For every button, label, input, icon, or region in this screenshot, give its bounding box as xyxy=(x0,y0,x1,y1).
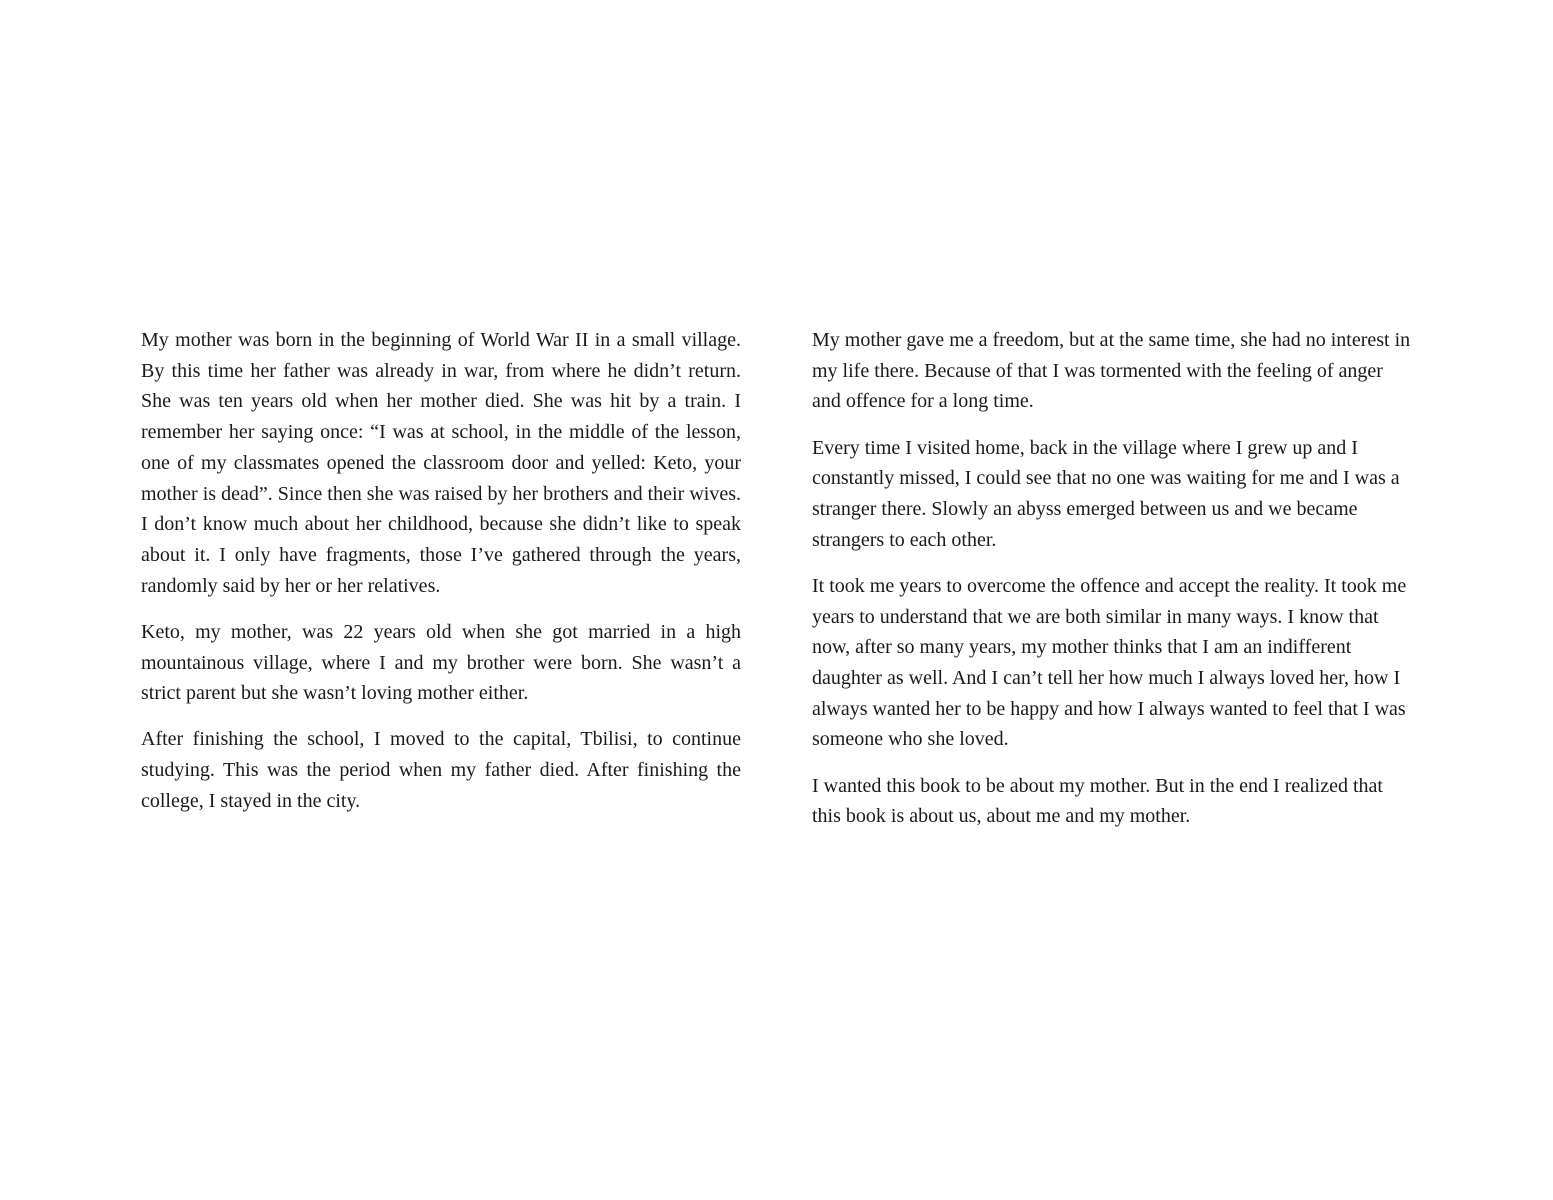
right-paragraph-1: My mother gave me a freedom, but at the same time, she had no interest in my life there. Because of that I was tormented with the feeling of anger and offence for a long time. xyxy=(812,329,1411,413)
left-paragraph-1: My mother was born in the beginning of World War II in a small village. By this time her father was already in war, from where he didn’t return. She was ten years old when her mother died. She was hit by a train. I remember her saying once: “I was at school, in the middle of the lesson, one of my classmates opened the classroom door and yelled: Keto, your mother is dead”. Since then she was raised by her brothers and their wives. I don’t know much about her childhood, because she didn’t like to speak about it. I only have fragments, those I’ve gathered through the years, randomly said by her or her relatives. xyxy=(141,329,741,597)
left-page-text xyxy=(141,325,741,832)
right-page-text xyxy=(812,325,1412,848)
right-paragraph-4: I wanted this book to be about my mother. But in the end I realized that this book is about us, about me and my mother. xyxy=(812,774,1383,828)
right-paragraph-2: Every time I visited home, back in the village where I grew up and I constantly missed, I could see that no one was waiting for me and I was a stranger there. Slowly an abyss emerged between us and we became strangers to each other. xyxy=(812,436,1400,551)
left-paragraph-3: After finishing the school, I moved to the capital, Tbilisi, to continue studying. This was the period when my father died. After finishing the college, I stayed in the city. xyxy=(141,728,741,812)
right-paragraph-3: It took me years to overcome the offence and accept the reality. It took me years to understand that we are both similar in many ways. I know that now, after so many years, my mother thinks that I am an indifferent daughter as well. And I can’t tell her how much I always loved her, how I always wanted her to be happy and how I always wanted to feel that I was someone who she loved. xyxy=(812,574,1407,751)
left-paragraph-2: Keto, my mother, was 22 years old when she got married in a high mountainous village, where I and my brother were born. She wasn’t a strict parent but she wasn’t loving mother either. xyxy=(141,620,741,705)
